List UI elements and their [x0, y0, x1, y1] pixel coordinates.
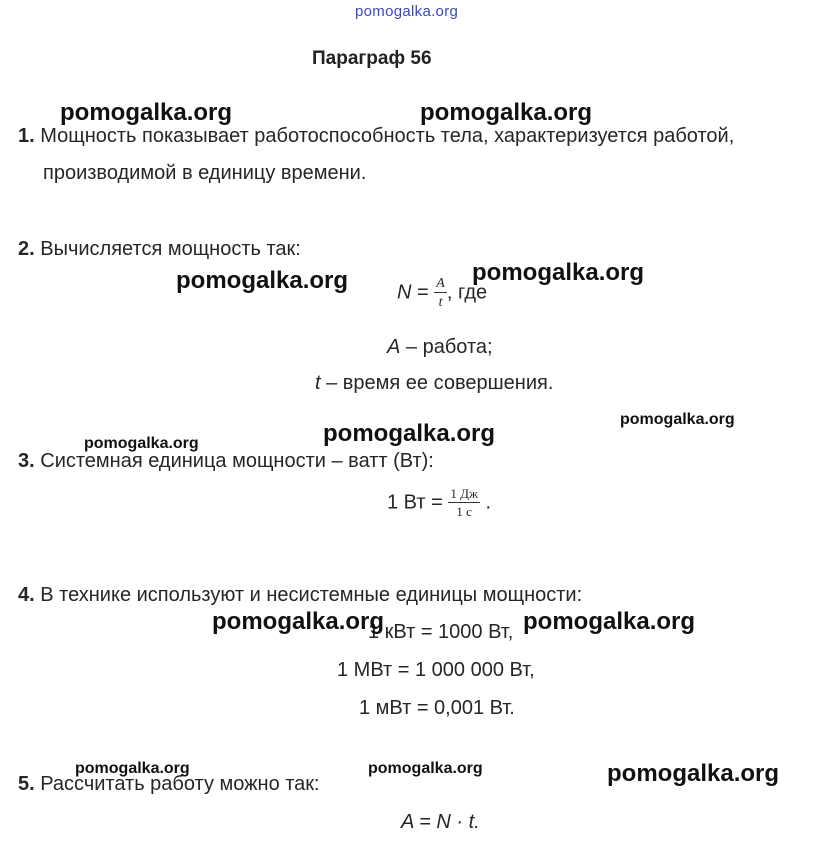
- item-4-number: 4.: [18, 584, 35, 606]
- watermark: pomogalka.org: [84, 435, 199, 452]
- watermark: pomogalka.org: [75, 760, 190, 777]
- item-5-number: 5.: [18, 773, 35, 795]
- watt-tail: .: [485, 491, 492, 514]
- watt-formula: [387, 487, 491, 520]
- item-2-text: Вычисляется мощность так:: [40, 238, 301, 260]
- watermark: pomogalka.org: [323, 420, 496, 447]
- item-3-number: 3.: [18, 450, 35, 472]
- watermark: pomogalka.org: [607, 760, 780, 787]
- kilowatt-line: 1 кВт = 1000 Вт,: [368, 621, 514, 643]
- watermark: pomogalka.org: [368, 760, 483, 777]
- watermark: pomogalka.org: [420, 99, 593, 126]
- watermark: pomogalka.org: [176, 267, 349, 294]
- definition-time: [315, 373, 553, 393]
- equals-sign: =: [417, 281, 429, 304]
- item-1-line-2: производимой в единицу времени.: [43, 162, 367, 184]
- time-symbol: t: [315, 372, 321, 394]
- item-2-number: 2.: [18, 238, 35, 260]
- work-definition: – работа;: [400, 336, 493, 358]
- formula-tail: , где: [446, 281, 488, 304]
- item-1-line-1: [18, 126, 734, 146]
- work-symbol: A: [387, 336, 401, 358]
- power-fraction: [434, 276, 447, 311]
- item-1-number: 1.: [18, 125, 35, 147]
- watermark: pomogalka.org: [620, 411, 735, 428]
- definition-work: [387, 337, 493, 357]
- item-3-text: Системная единица мощности – ватт (Вт):: [40, 450, 434, 472]
- milliwatt-line: 1 мВт = 0,001 Вт.: [359, 697, 515, 719]
- time-definition: – время ее совершения.: [320, 372, 554, 394]
- item-2-heading: [18, 239, 301, 259]
- work-formula: A = N · t.: [401, 811, 480, 833]
- watt-lhs: 1 Вт =: [387, 491, 443, 514]
- page-title: Параграф 56: [312, 48, 432, 69]
- watermark: pomogalka.org: [523, 608, 696, 635]
- item-4-heading: [18, 585, 582, 605]
- second-denominator: 1 с: [456, 504, 472, 520]
- fraction-numerator: A: [434, 276, 447, 293]
- megawatt-line: 1 МВт = 1 000 000 Вт,: [337, 659, 535, 681]
- watt-fraction: [448, 487, 480, 520]
- watermark: pomogalka.org: [212, 608, 385, 635]
- item-5-text: Рассчитать работу можно так:: [40, 773, 320, 795]
- item-4-text: В технике используют и несистемные единицы мощности:: [40, 584, 583, 606]
- watermark: pomogalka.org: [60, 99, 233, 126]
- item-3-heading: [18, 451, 434, 471]
- site-link[interactable]: pomogalka.org: [355, 3, 459, 20]
- joule-numerator: 1 Дж: [448, 487, 480, 503]
- item-1-text: Мощность показывает работоспособность тела, характеризуется работой,: [40, 125, 735, 147]
- watermark: pomogalka.org: [472, 259, 645, 286]
- fraction-denominator: t: [438, 295, 443, 311]
- power-symbol: N: [397, 281, 412, 304]
